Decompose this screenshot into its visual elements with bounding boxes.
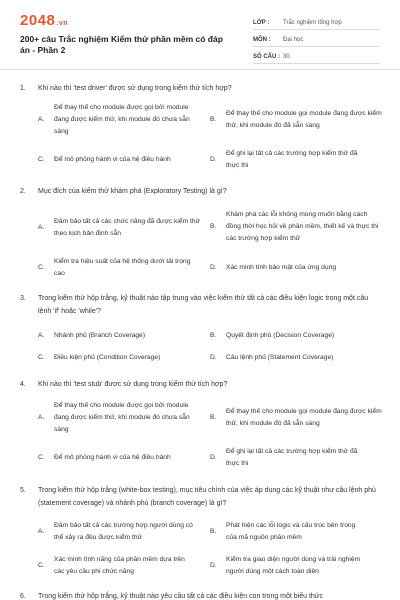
option-letter: C.: [38, 156, 45, 163]
option-c[interactable]: [38, 554, 208, 580]
logo-suffix: .vn: [56, 20, 68, 27]
option-d[interactable]: [210, 352, 382, 366]
option-letter: B.: [210, 528, 217, 535]
question-number: 3.: [20, 295, 26, 302]
question-stem: [20, 484, 380, 510]
option-b[interactable]: [210, 406, 382, 432]
option-letter: D.: [210, 264, 217, 271]
option-text: Để ghi lại tất cả các trường hợp kiểm thử đã thực thi: [226, 150, 358, 169]
question-stem: [20, 378, 380, 391]
meta-key: MÔN :: [253, 37, 271, 43]
option-a[interactable]: [38, 216, 208, 242]
option-text: Để ghi lại tất cả các trường hợp kiểm thử đã thực thi: [226, 448, 358, 467]
option-a[interactable]: [38, 330, 208, 344]
option-d[interactable]: [210, 262, 382, 276]
question-number: 6.: [20, 593, 26, 600]
option-text: Đảm bảo tất cả các trường hợp người dùng có thể xảy ra đều được kiểm thử: [54, 522, 193, 541]
option-text: Quyết định phủ (Decision Coverage): [226, 332, 335, 339]
document-title: 200+ câu Trắc nghiệm Kiểm thử phần mềm có đáp án - Phần 2: [20, 34, 223, 55]
question-number: 4.: [20, 381, 26, 388]
meta-key: SỐ CÂU :: [253, 54, 280, 60]
option-text: Xác minh tính năng của phần mềm dựa trên các yêu cầu phi chức năng: [54, 556, 185, 575]
option-text: Kiểm tra hiệu suất của hệ thống dưới tải trọng cao: [54, 258, 191, 277]
option-letter: B.: [210, 116, 217, 123]
option-letter: C.: [38, 562, 45, 569]
meta-value: Trắc nghiệm tổng hợp: [283, 20, 342, 26]
site-logo[interactable]: [20, 12, 68, 29]
meta-row-class: [253, 13, 380, 30]
question-text: Mục đích của kiểm thử khám phá (Exploratory Testing) là gì?: [38, 188, 227, 195]
option-letter: A.: [38, 224, 45, 231]
question-text: Trong kiểm thử hộp trắng (white-box testing), mục tiêu chính của việc áp dụng các kỹ thuật như câu lệnh phủ (statement coverage) và nhánh phủ (branch coverage) là gì?: [38, 487, 376, 507]
header-divider: [0, 69, 400, 70]
question-stem: [20, 590, 380, 600]
meta-table: [253, 13, 380, 64]
option-text: Khám phá các lỗi không mong muốn bằng cách đồng thời học hỏi về phần mềm, thiết kế và thực thi các trường hợp kiểm thử: [226, 211, 379, 242]
option-text: Để thay thế cho module được gọi bởi module đang được kiểm thử, khi module đó chưa sẵn sàng: [54, 104, 190, 135]
meta-value: Đại học: [283, 37, 304, 43]
question-number: 2.: [20, 188, 26, 195]
question-text: Khi nào thì 'test stub' được sử dụng trong kiểm thử tích hợp?: [38, 381, 228, 388]
option-d[interactable]: [210, 148, 382, 174]
meta-row-count: [253, 47, 380, 64]
option-letter: A.: [38, 332, 45, 339]
option-text: Để thay thế cho module gọi module đang được kiểm thử, khi module đó đã sẵn sàng: [226, 110, 382, 129]
option-text: Để thay thế cho module được gọi bởi module đang được kiểm thử, khi module đó chưa sẵn sàng: [54, 402, 190, 433]
option-text: Phát hiện các lỗi logic và cấu trúc bên trong của mã nguồn phần mềm: [226, 522, 356, 541]
option-letter: C.: [38, 354, 45, 361]
option-c[interactable]: [38, 352, 208, 366]
question-text: Trong kiểm thử hộp trắng, kỹ thuật nào tập trung vào việc kiểm thử tất cả các điều kiện logic trong một câu lệnh 'if' hoặc 'while'?: [38, 295, 369, 315]
option-letter: B.: [210, 332, 217, 339]
option-text: Để mô phỏng hành vi của hệ điều hành: [54, 156, 171, 163]
question-stem: [20, 292, 380, 318]
option-letter: D.: [210, 156, 217, 163]
option-c[interactable]: [38, 256, 208, 282]
option-letter: C.: [38, 454, 45, 461]
meta-key: LỚP :: [253, 20, 270, 26]
option-letter: A.: [38, 528, 45, 535]
option-text: Nhánh phủ (Branch Coverage): [54, 332, 146, 339]
option-letter: A.: [38, 116, 45, 123]
option-b[interactable]: [210, 520, 382, 546]
meta-row-subject: [253, 30, 380, 47]
option-text: Điều kiện phủ (Condition Coverage): [54, 354, 161, 361]
option-c[interactable]: [38, 452, 208, 466]
option-text: Kiểm tra giao diện người dùng và trải nghiệm người dùng một cách toàn diện: [226, 556, 361, 575]
option-text: Câu lệnh phủ (Statement Coverage): [226, 354, 334, 361]
document-header: [0, 0, 400, 70]
option-letter: D.: [210, 454, 217, 461]
logo-main: 2048: [20, 12, 56, 29]
option-text: Đảm bảo tất cả các chức năng đã được kiểm thử theo kịch bản định sẵn: [54, 218, 201, 237]
option-d[interactable]: [210, 554, 382, 580]
option-letter: B.: [210, 223, 217, 230]
question-stem: [20, 185, 380, 198]
option-a[interactable]: [38, 400, 208, 438]
question-number: 1.: [20, 85, 26, 92]
question-text: Khi nào thì 'test driver' được sử dụng trong kiểm thử tích hợp?: [38, 85, 232, 92]
option-b[interactable]: [210, 108, 382, 134]
option-text: Xác minh tính bảo mật của ứng dụng: [226, 264, 337, 271]
option-letter: C.: [38, 264, 45, 271]
option-b[interactable]: [210, 330, 382, 344]
option-letter: D.: [210, 562, 217, 569]
option-a[interactable]: [38, 102, 208, 140]
option-c[interactable]: [38, 154, 208, 168]
option-letter: A.: [38, 414, 45, 421]
option-b[interactable]: [210, 209, 382, 247]
question-number: 5.: [20, 487, 26, 494]
option-a[interactable]: [38, 520, 208, 546]
option-d[interactable]: [210, 446, 382, 472]
question-text: Trong kiểm thử hộp trắng, kỹ thuật nào yêu cầu tất cả các điều kiện con trong một biểu thức: [38, 593, 323, 600]
option-text: Để mô phỏng hành vi của hệ điều hành: [54, 454, 171, 461]
option-letter: D.: [210, 354, 217, 361]
option-letter: B.: [210, 414, 217, 421]
option-text: Để thay thế cho module gọi module đang được kiểm thử, khi module đó đã sẵn sàng: [226, 408, 382, 427]
question-stem: [20, 82, 380, 95]
meta-value: 30: [283, 54, 290, 60]
